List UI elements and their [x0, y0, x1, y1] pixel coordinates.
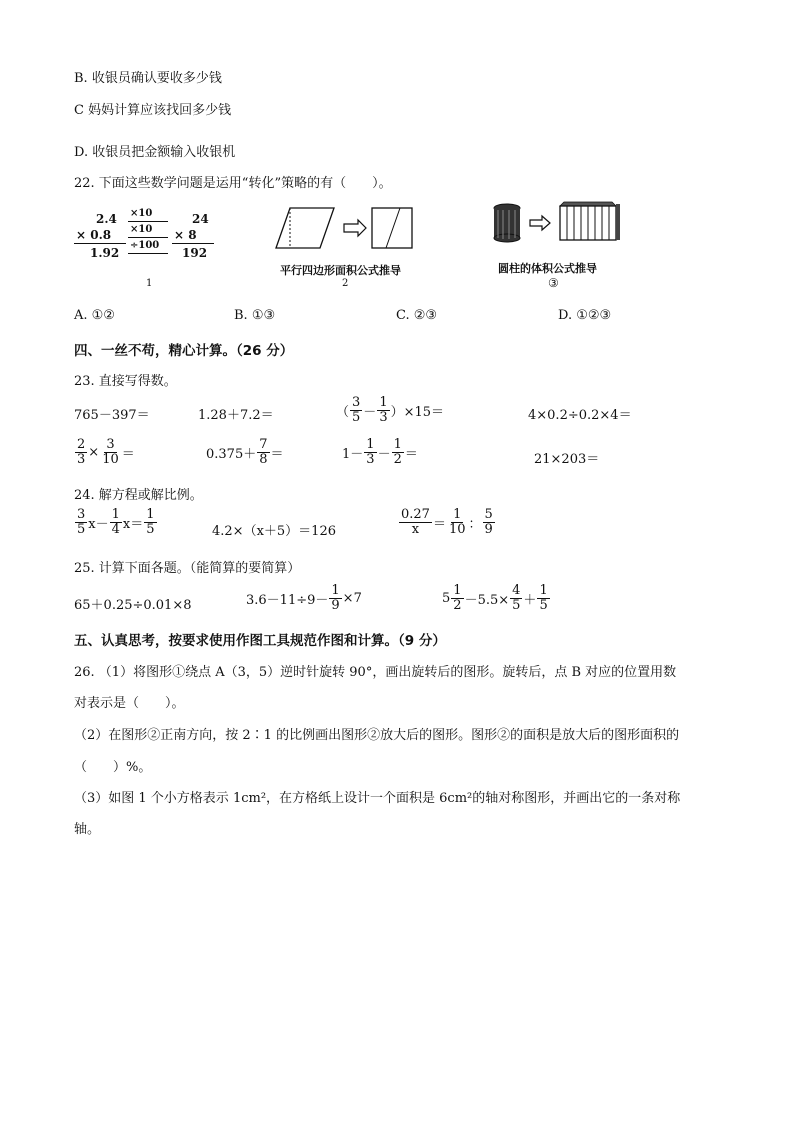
q24-equation-1: $\frac{3}{5}$ x－ $\frac{1}{4}$ x＝ $\frac{1}{5}$: [77, 507, 155, 537]
q22-option-b: B. ①③: [234, 308, 276, 323]
q24-equation-3: $\frac{0.27}{x}$ ＝ $\frac{1}{10}$ ： $\frac{5}{9}$: [401, 507, 493, 537]
q24-equation-2: 4.2×（x＋5）＝126: [212, 524, 336, 539]
fig1-right-mul: × 8: [174, 228, 197, 242]
q25-stem: 25. 计算下面各题。（能简算的要简算）: [74, 561, 301, 576]
q26-line-4: （ ）%。: [74, 760, 152, 775]
q23-stem: 23. 直接写得数。: [74, 374, 177, 389]
q23-expr-1: 765－397＝: [74, 408, 150, 423]
q25-calc-1: 65＋0.25÷0.01×8: [74, 598, 192, 613]
fig1-label: 1: [146, 278, 153, 289]
q23-expr-2: 1.28＋7.2＝: [198, 408, 274, 423]
q22-option-a: A. ①②: [74, 308, 115, 323]
figure-3-cylinder: [492, 200, 642, 292]
q23-expr-3: （ $\frac{3}{5}$ － $\frac{1}{3}$ ）×15＝: [336, 395, 445, 425]
q23-expr-6: 0.375＋ $\frac{7}{8}$ ＝: [206, 437, 284, 467]
fig1-left-top: 2.4: [96, 212, 117, 226]
fig2-label: 2: [342, 278, 349, 289]
parallelogram-diagram: [272, 200, 422, 260]
fig1-left-mul: × 0.8: [76, 228, 112, 242]
q26-line-3: （2）在图形②正南方向，按 2∶1 的比例画出图形②放大后的图形。图形②的面积是放大后的图形面积的: [74, 728, 680, 743]
q26-line-5: （3）如图 1 个小方格表示 1cm²，在方格纸上设计一个面积是 6cm²的轴对称图形，并画出它的一条对称: [74, 791, 681, 806]
fig1-left-res: 1.92: [90, 246, 120, 260]
q26-line-6: 轴。: [74, 822, 101, 837]
q25-calc-2: 3.6－11÷9－ $\frac{1}{9}$ ×7: [246, 583, 362, 613]
q24-stem: 24. 解方程或解比例。: [74, 488, 203, 503]
fig1-arrow2-label: ×10: [130, 224, 153, 235]
q23-expr-7: 1－ $\frac{1}{3}$ － $\frac{1}{2}$ ＝: [342, 437, 418, 467]
fig2-caption: 平行四边形面积公式推导: [280, 264, 401, 277]
option-b: B. 收银员确认要收多少钱: [74, 71, 222, 86]
q22-option-c: C. ②③: [396, 308, 438, 323]
q23-expr-8: 21×203＝: [534, 452, 600, 467]
section-5-title: 五、认真思考，按要求使用作图工具规范作图和计算。（9 分）: [74, 633, 446, 649]
cylinder-diagram: [492, 200, 622, 246]
fig1-arrow3-label: ÷100: [130, 240, 160, 251]
option-c: C 妈妈计算应该找回多少钱: [74, 103, 232, 118]
q26-line-1: 26. （1）将图形①绕点 A（3，5）逆时针旋转 90°，画出旋转后的图形。旋转后，点 B 对应的位置用数: [74, 665, 677, 680]
q23-expr-4: 4×0.2÷0.2×4＝: [528, 408, 632, 423]
fig1-right-res: 192: [182, 246, 208, 260]
q26-line-2: 对表示是（ ）。: [74, 696, 185, 711]
q23-expr-5: $\frac{2}{3}$ × $\frac{3}{10}$ ＝: [77, 437, 135, 467]
fig3-caption: 圆柱的体积公式推导: [498, 262, 597, 275]
fig1-right-top: 24: [192, 212, 209, 226]
q22-option-d: D. ①②③: [558, 308, 612, 323]
figure-2-parallelogram: [272, 200, 422, 292]
q25-calc-3: 5 $\frac{1}{2}$ －5.5× $\frac{4}{5}$ ＋ $\frac{1}{5}$: [442, 583, 548, 613]
fig3-label: ③: [548, 276, 559, 290]
option-d: D. 收银员把金额输入收银机: [74, 145, 236, 160]
q22-stem: 22. 下面这些数学问题是运用“转化”策略的有（ ）。: [74, 176, 392, 191]
fig1-arrow1-label: ×10: [130, 208, 153, 219]
section-4-title: 四、一丝不苟，精心计算。（26 分）: [74, 343, 294, 359]
figure-1-multiplication: [74, 208, 224, 288]
